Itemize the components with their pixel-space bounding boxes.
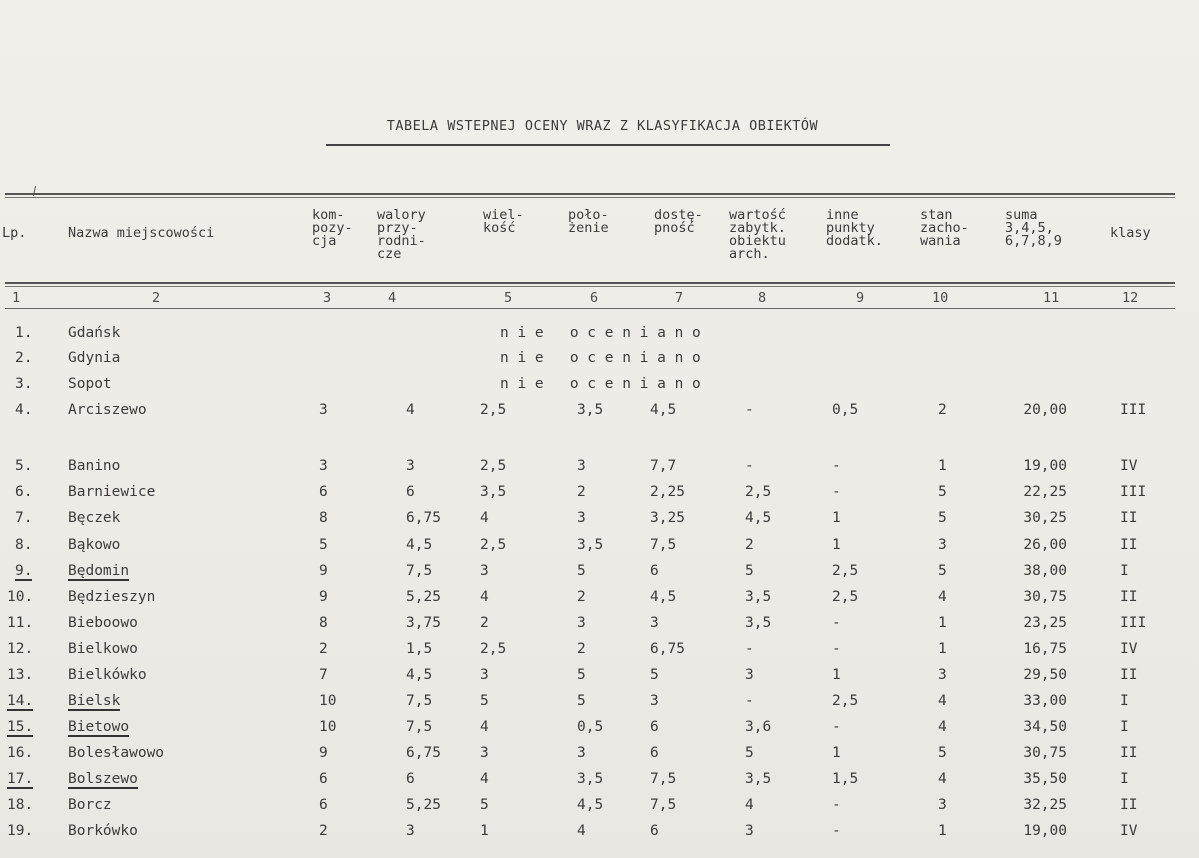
row-15-c7: 6 xyxy=(650,719,659,735)
row-15-lp: 15. xyxy=(7,719,34,735)
row-4-lp: 4. xyxy=(15,402,33,418)
column-header-7: dostę- pność xyxy=(654,207,703,236)
row-6-c6: 2 xyxy=(577,484,586,500)
row-11-c3: 8 xyxy=(319,615,328,631)
row-15-c9: - xyxy=(832,719,841,735)
column-number-6: 6 xyxy=(590,290,599,306)
row-19-c5: 1 xyxy=(480,823,489,839)
row-13-c12: II xyxy=(1120,667,1138,683)
row-17-c8: 3,5 xyxy=(745,771,772,787)
column-number-12: 12 xyxy=(1122,290,1139,306)
column-header-9: inne punkty dodatk. xyxy=(826,207,883,249)
row-19-c11: 19,00 xyxy=(1023,823,1067,839)
row-6-c5: 3,5 xyxy=(480,484,507,500)
row-19-c8: 3 xyxy=(745,823,754,839)
row-4-c10: 2 xyxy=(938,402,947,418)
row-5-c7: 7,7 xyxy=(650,458,677,474)
row-9-c10: 5 xyxy=(938,563,947,579)
row-18-c3: 6 xyxy=(319,797,328,813)
table-title: TABELA WSTEPNEJ OCENY WRAZ Z KLASYFIKACJA OBIEKTÓW xyxy=(386,118,819,134)
header-bottom-rule xyxy=(5,282,1175,284)
row-15-c12: I xyxy=(1120,719,1129,735)
row-15-c8: 3,6 xyxy=(745,719,772,735)
row-6-c11: 22,25 xyxy=(1023,484,1067,500)
row-10-c11: 30,75 xyxy=(1023,589,1067,605)
row-19-c6: 4 xyxy=(577,823,586,839)
row-15-c3: 10 xyxy=(319,719,337,735)
row-5-c4: 3 xyxy=(406,458,415,474)
row-12-c4: 1,5 xyxy=(406,641,433,657)
column-header-8: wartość zabytk. obiektu arch. xyxy=(729,207,786,262)
row-17-c3: 6 xyxy=(319,771,328,787)
row-13-c3: 7 xyxy=(319,667,328,683)
row-6-c4: 6 xyxy=(406,484,415,500)
row-5-name: Banino xyxy=(68,458,121,474)
column-header-12: klasy xyxy=(1110,225,1151,241)
row-10-c10: 4 xyxy=(938,589,947,605)
column-number-4: 4 xyxy=(388,290,397,306)
row-17-c6: 3,5 xyxy=(577,771,604,787)
row-11-lp: 11. xyxy=(7,615,34,631)
row-6-lp: 6. xyxy=(15,484,33,500)
row-8-lp: 8. xyxy=(15,537,33,553)
row-4-c7: 4,5 xyxy=(650,402,677,418)
row-6-c10: 5 xyxy=(938,484,947,500)
column-header-2: Nazwa miejscowości xyxy=(68,225,215,241)
row-4-c8: - xyxy=(745,402,754,418)
row-11-c7: 3 xyxy=(650,615,659,631)
column-number-9: 9 xyxy=(856,290,865,306)
row-14-c10: 4 xyxy=(938,693,947,709)
row-5-c3: 3 xyxy=(319,458,328,474)
row-6-c12: III xyxy=(1120,484,1147,500)
row-12-c5: 2,5 xyxy=(480,641,507,657)
row-14-c7: 3 xyxy=(650,693,659,709)
row-8-c6: 3,5 xyxy=(577,537,604,553)
row-12-c11: 16,75 xyxy=(1023,641,1067,657)
row-12-c8: - xyxy=(745,641,754,657)
row-14-c12: I xyxy=(1120,693,1129,709)
row-7-c10: 5 xyxy=(938,510,947,526)
row-16-lp: 16. xyxy=(7,745,34,761)
row-5-c10: 1 xyxy=(938,458,947,474)
row-3-lp: 3. xyxy=(15,376,33,392)
column-number-8: 8 xyxy=(758,290,767,306)
row-7-c9: 1 xyxy=(832,510,841,526)
row-16-c7: 6 xyxy=(650,745,659,761)
column-header-1: Lp. xyxy=(2,225,27,241)
row-12-c9: - xyxy=(832,641,841,657)
row-5-c6: 3 xyxy=(577,458,586,474)
row-13-lp: 13. xyxy=(7,667,34,683)
row-10-c3: 9 xyxy=(319,589,328,605)
row-7-name: Bęczek xyxy=(68,510,121,526)
row-16-c10: 5 xyxy=(938,745,947,761)
row-9-name: Będomin xyxy=(68,563,130,579)
row-19-c7: 6 xyxy=(650,823,659,839)
row-1-name: Gdańsk xyxy=(68,325,121,341)
row-9-c8: 5 xyxy=(745,563,754,579)
row-19-c12: IV xyxy=(1120,823,1138,839)
row-5-c9: - xyxy=(832,458,841,474)
row-5-c8: - xyxy=(745,458,754,474)
row-14-c6: 5 xyxy=(577,693,586,709)
row-8-c8: 2 xyxy=(745,537,754,553)
row-7-lp: 7. xyxy=(15,510,33,526)
column-number-7: 7 xyxy=(675,290,684,306)
column-header-11: suma 3,4,5, 6,7,8,9 xyxy=(1005,207,1062,249)
row-4-c9: 0,5 xyxy=(832,402,859,418)
numbering-rule xyxy=(5,308,1175,309)
row-18-lp: 18. xyxy=(7,797,34,813)
column-header-4: walory przy- rodni- cze xyxy=(377,207,426,262)
row-16-c3: 9 xyxy=(319,745,328,761)
row-16-c9: 1 xyxy=(832,745,841,761)
row-9-c3: 9 xyxy=(319,563,328,579)
row-4-c4: 4 xyxy=(406,402,415,418)
row-11-c9: - xyxy=(832,615,841,631)
header-top-rule xyxy=(5,193,1175,195)
row-18-c12: II xyxy=(1120,797,1138,813)
row-10-c6: 2 xyxy=(577,589,586,605)
row-19-c4: 3 xyxy=(406,823,415,839)
row-7-c6: 3 xyxy=(577,510,586,526)
row-12-c7: 6,75 xyxy=(650,641,685,657)
row-14-lp: 14. xyxy=(7,693,34,709)
row-13-c11: 29,50 xyxy=(1023,667,1067,683)
row-19-c10: 1 xyxy=(938,823,947,839)
row-17-c7: 7,5 xyxy=(650,771,677,787)
row-13-c8: 3 xyxy=(745,667,754,683)
row-14-c9: 2,5 xyxy=(832,693,859,709)
row-15-c11: 34,50 xyxy=(1023,719,1067,735)
row-16-c6: 3 xyxy=(577,745,586,761)
row-11-name: Bieboowo xyxy=(68,615,138,631)
row-10-c4: 5,25 xyxy=(406,589,441,605)
row-3-name: Sopot xyxy=(68,376,112,392)
row-10-lp: 10. xyxy=(7,589,34,605)
row-7-c11: 30,25 xyxy=(1023,510,1067,526)
row-17-c9: 1,5 xyxy=(832,771,859,787)
row-7-c12: II xyxy=(1120,510,1138,526)
row-9-c11: 38,00 xyxy=(1023,563,1067,579)
row-11-c8: 3,5 xyxy=(745,615,772,631)
row-5-c11: 19,00 xyxy=(1023,458,1067,474)
row-8-c5: 2,5 xyxy=(480,537,507,553)
row-13-c5: 3 xyxy=(480,667,489,683)
row-12-c3: 2 xyxy=(319,641,328,657)
row-1-not-evaluated: n i e o c e n i a n o xyxy=(500,325,701,341)
row-19-name: Borkówko xyxy=(68,823,138,839)
column-number-2: 2 xyxy=(152,290,161,306)
title-underline xyxy=(326,144,890,146)
row-4-c3: 3 xyxy=(319,402,328,418)
row-5-lp: 5. xyxy=(15,458,33,474)
column-header-10: stan zacho- wania xyxy=(920,207,969,249)
column-header-5: wiel- kość xyxy=(483,207,524,236)
row-17-c12: I xyxy=(1120,771,1129,787)
column-header-3: kom- pozy- cja xyxy=(312,207,353,249)
row-7-c7: 3,25 xyxy=(650,510,685,526)
row-16-c5: 3 xyxy=(480,745,489,761)
row-17-name: Bolszewo xyxy=(68,771,138,787)
row-2-lp: 2. xyxy=(15,350,33,366)
row-14-c11: 33,00 xyxy=(1023,693,1067,709)
row-16-c8: 5 xyxy=(745,745,754,761)
row-19-c3: 2 xyxy=(319,823,328,839)
row-13-c9: 1 xyxy=(832,667,841,683)
row-7-c3: 8 xyxy=(319,510,328,526)
row-12-c6: 2 xyxy=(577,641,586,657)
row-17-c10: 4 xyxy=(938,771,947,787)
row-15-c10: 4 xyxy=(938,719,947,735)
row-4-c6: 3,5 xyxy=(577,402,604,418)
row-19-lp: 19. xyxy=(7,823,34,839)
row-18-c6: 4,5 xyxy=(577,797,604,813)
row-2-not-evaluated: n i e o c e n i a n o xyxy=(500,350,701,366)
row-7-c5: 4 xyxy=(480,510,489,526)
column-header-6: poło- żenie xyxy=(568,207,609,236)
row-9-c7: 6 xyxy=(650,563,659,579)
row-14-c4: 7,5 xyxy=(406,693,433,709)
row-13-c7: 5 xyxy=(650,667,659,683)
row-12-lp: 12. xyxy=(7,641,34,657)
row-14-c3: 10 xyxy=(319,693,337,709)
row-7-c8: 4,5 xyxy=(745,510,772,526)
row-10-c7: 4,5 xyxy=(650,589,677,605)
row-6-c9: - xyxy=(832,484,841,500)
row-16-c12: II xyxy=(1120,745,1138,761)
row-15-c4: 7,5 xyxy=(406,719,433,735)
row-9-c6: 5 xyxy=(577,563,586,579)
row-16-c4: 6,75 xyxy=(406,745,441,761)
row-10-name: Będzieszyn xyxy=(68,589,156,605)
row-6-c7: 2,25 xyxy=(650,484,685,500)
row-16-name: Bolesławowo xyxy=(68,745,165,761)
row-14-c8: - xyxy=(745,693,754,709)
row-7-c4: 6,75 xyxy=(406,510,441,526)
row-18-c10: 3 xyxy=(938,797,947,813)
row-8-c12: II xyxy=(1120,537,1138,553)
row-8-c9: 1 xyxy=(832,537,841,553)
row-6-c3: 6 xyxy=(319,484,328,500)
row-4-c5: 2,5 xyxy=(480,402,507,418)
row-4-name: Arciszewo xyxy=(68,402,147,418)
row-10-c8: 3,5 xyxy=(745,589,772,605)
row-16-c11: 30,75 xyxy=(1023,745,1067,761)
row-10-c12: II xyxy=(1120,589,1138,605)
row-18-c11: 32,25 xyxy=(1023,797,1067,813)
row-8-c3: 5 xyxy=(319,537,328,553)
row-14-name: Bielsk xyxy=(68,693,121,709)
row-5-c12: IV xyxy=(1120,458,1138,474)
row-8-c4: 4,5 xyxy=(406,537,433,553)
column-number-11: 11 xyxy=(1043,290,1060,306)
row-18-c9: - xyxy=(832,797,841,813)
row-6-c8: 2,5 xyxy=(745,484,772,500)
row-9-lp: 9. xyxy=(15,563,33,579)
row-11-c11: 23,25 xyxy=(1023,615,1067,631)
row-11-c6: 3 xyxy=(577,615,586,631)
row-2-name: Gdynia xyxy=(68,350,121,366)
row-11-c12: III xyxy=(1120,615,1147,631)
row-17-c4: 6 xyxy=(406,771,415,787)
row-5-c5: 2,5 xyxy=(480,458,507,474)
row-19-c9: - xyxy=(832,823,841,839)
row-15-name: Bietowo xyxy=(68,719,130,735)
row-8-c7: 7,5 xyxy=(650,537,677,553)
row-14-c5: 5 xyxy=(480,693,489,709)
row-11-c5: 2 xyxy=(480,615,489,631)
row-18-c5: 5 xyxy=(480,797,489,813)
row-9-c9: 2,5 xyxy=(832,563,859,579)
row-17-c11: 35,50 xyxy=(1023,771,1067,787)
row-12-c10: 1 xyxy=(938,641,947,657)
row-8-c10: 3 xyxy=(938,537,947,553)
column-number-3: 3 xyxy=(323,290,332,306)
column-number-5: 5 xyxy=(504,290,513,306)
row-4-c12: III xyxy=(1120,402,1147,418)
row-9-c5: 3 xyxy=(480,563,489,579)
row-18-c7: 7,5 xyxy=(650,797,677,813)
row-15-c6: 0,5 xyxy=(577,719,604,735)
row-13-c6: 5 xyxy=(577,667,586,683)
row-8-name: Bąkowo xyxy=(68,537,121,553)
row-12-name: Bielkowo xyxy=(68,641,138,657)
column-number-1: 1 xyxy=(12,290,21,306)
row-3-not-evaluated: n i e o c e n i a n o xyxy=(500,376,701,392)
row-15-c5: 4 xyxy=(480,719,489,735)
row-13-name: Bielkówko xyxy=(68,667,147,683)
column-number-10: 10 xyxy=(932,290,949,306)
row-11-c4: 3,75 xyxy=(406,615,441,631)
row-9-c12: I xyxy=(1120,563,1129,579)
row-10-c9: 2,5 xyxy=(832,589,859,605)
row-13-c4: 4,5 xyxy=(406,667,433,683)
row-8-c11: 26,00 xyxy=(1023,537,1067,553)
row-12-c12: IV xyxy=(1120,641,1138,657)
row-10-c5: 4 xyxy=(480,589,489,605)
row-4-c11: 20,00 xyxy=(1023,402,1067,418)
row-9-c4: 7,5 xyxy=(406,563,433,579)
row-18-c8: 4 xyxy=(745,797,754,813)
row-18-c4: 5,25 xyxy=(406,797,441,813)
row-11-c10: 1 xyxy=(938,615,947,631)
row-6-name: Barniewice xyxy=(68,484,156,500)
row-13-c10: 3 xyxy=(938,667,947,683)
row-1-lp: 1. xyxy=(15,325,33,341)
row-17-c5: 4 xyxy=(480,771,489,787)
row-18-name: Borcz xyxy=(68,797,112,813)
row-17-lp: 17. xyxy=(7,771,34,787)
